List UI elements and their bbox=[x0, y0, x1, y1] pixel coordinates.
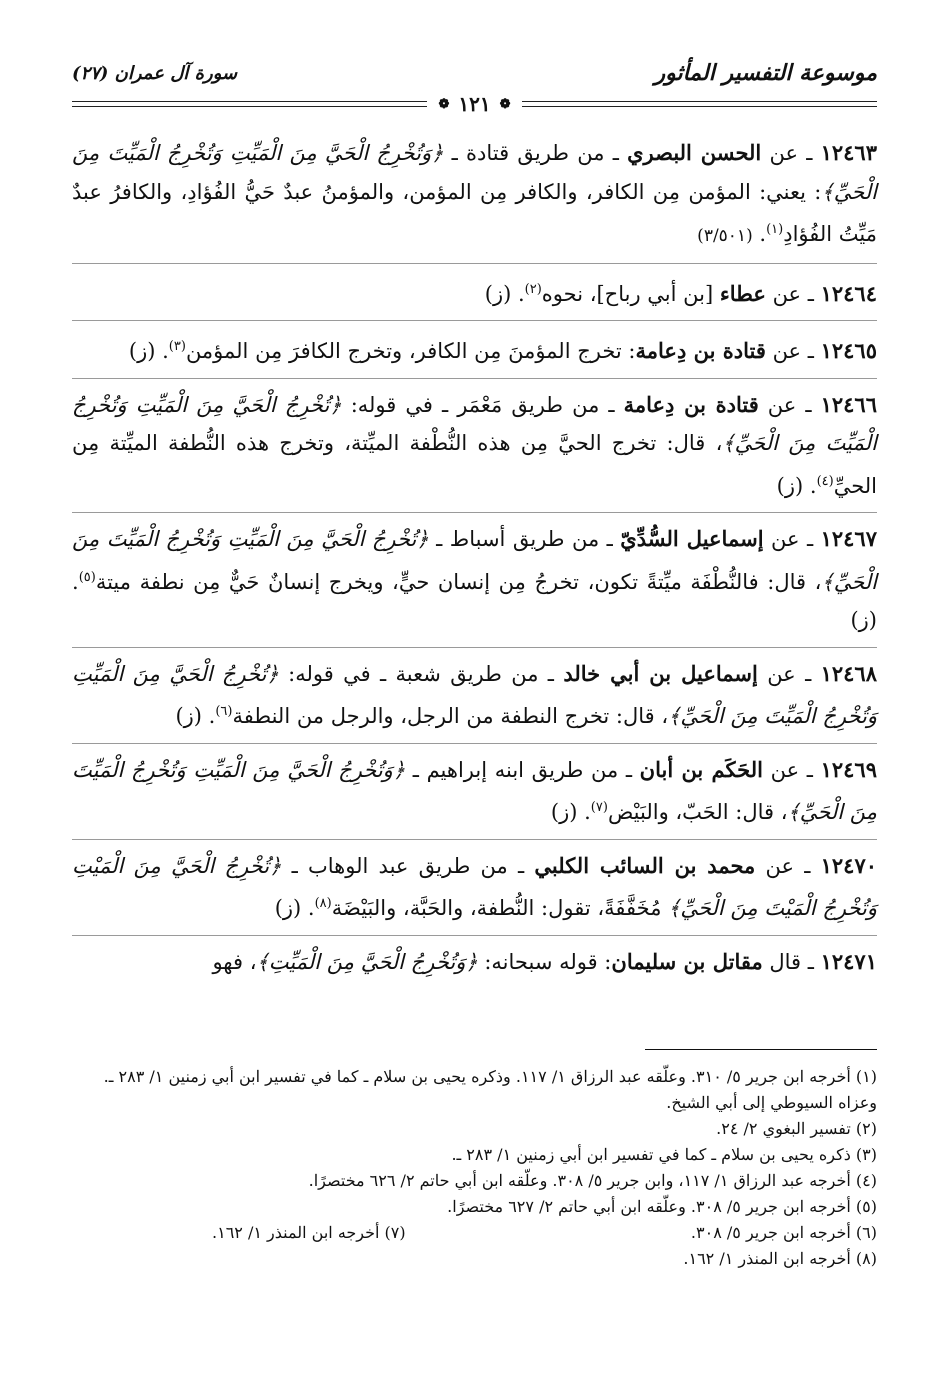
entry-number: ١٢٤٦٤ bbox=[820, 280, 877, 306]
narrator-name: إسماعيل بن أبي خالد bbox=[563, 660, 758, 686]
narrator-name: الحسن البصري bbox=[627, 140, 762, 165]
footnote: (٦) أخرجه ابن جرير ٥/ ٣٠٨. bbox=[690, 1223, 877, 1242]
quran-verse: ﴿وَتُخْرِجُ الْحَيَّ مِنَ الْمَيِّتِ﴾ bbox=[256, 949, 478, 974]
entry-text: . (ز) bbox=[128, 339, 169, 363]
entry-text: ـ عن bbox=[761, 141, 821, 165]
book-title: موسوعة التفسير المأثور bbox=[654, 60, 877, 86]
entry-text: ، قال: الحَبّ، والبَيْض bbox=[607, 800, 788, 824]
quran-verse: ﴿تُخْرِجُ الْحَيَّ مِنَ الْمَيِّتِ وَتُخْرِجُ الْمَيِّتَ مِنَ الْحَيِّ﴾ bbox=[72, 661, 877, 728]
entry-separator bbox=[72, 935, 877, 936]
entry-12463 bbox=[72, 134, 877, 256]
entry-12470 bbox=[72, 847, 877, 928]
entry-text: ـ عن bbox=[758, 392, 821, 417]
entry-text: ـ من طريق ابنه إبراهيم ـ bbox=[405, 757, 640, 782]
volume-reference: (٣/٥٠١) bbox=[697, 226, 753, 246]
entry-text: ـ من طريق مَعْمَر ـ في قوله: bbox=[341, 392, 624, 417]
quran-verse: ﴿تُخْرِجُ الْحَيَّ مِنَ الْمَيِّتِ وَتُخْرِجُ الْمَيِّتَ مِنَ الْحَيِّ﴾ bbox=[72, 527, 877, 594]
entry-12467 bbox=[72, 520, 877, 640]
entry-12469 bbox=[72, 751, 877, 832]
entry-text: ، قال: فالنُّطْفَة ميِّتةً تكون، تخرجُ مِن إنسان حيٍّ، ويخرج إنسانٌ حَيٌّ مِن نطفة ميتة bbox=[95, 569, 822, 594]
footnote: (٤) أخرجه عبد الرزاق ١/ ١١٧، وابن جرير ٥/ ٣٠٨. وعلّقه ابن أبي حاتم ٢/ ٦٢٦ مختصرًا. bbox=[308, 1171, 877, 1190]
entry-text: . (ز) bbox=[274, 896, 315, 920]
footnote-marker: (٧) bbox=[590, 800, 608, 815]
entry-number: ١٢٤٦٧ bbox=[820, 526, 877, 551]
footnote: (٣) ذكره يحيى بن سلام ـ كما في تفسير ابن أبي زمنين ١/ ٢٨٣ ـ. bbox=[451, 1145, 877, 1164]
footnote: (٥) أخرجه ابن جرير ٥/ ٣٠٨. وعلّقه ابن أبي حاتم ٢/ ٦٢٧ مختصرًا. bbox=[447, 1197, 877, 1216]
entry-separator bbox=[72, 839, 877, 840]
entry-text: ـ من طريق شعبة ـ في قوله: bbox=[278, 661, 564, 686]
entry-text: . (ز) bbox=[550, 800, 591, 824]
narrator-name: الحَكَم بن أبان bbox=[639, 756, 763, 782]
entry-text: . (ز) bbox=[484, 281, 525, 306]
main-text bbox=[72, 134, 877, 988]
entry-text: ، قال: تخرج النطفة من الرجل، والرجل من النطفة bbox=[232, 704, 669, 728]
entry-number: ١٢٤٦٩ bbox=[820, 756, 877, 782]
page-number-box bbox=[427, 92, 521, 116]
entry-12471 bbox=[72, 943, 877, 982]
footnote-marker: (٤) bbox=[816, 473, 834, 489]
footnote: (١) أخرجه ابن جرير ٥/ ٣١٠. وعلّقه عبد الرزاق ١/ ١١٧. وذكره يحيى بن سلام ـ كما في تفسير ابن أبي زمنين ١/ ٢٨٣ ـ. وعزاه السيوطي إلى أبي الشيخ. bbox=[103, 1067, 877, 1112]
footnote-marker: (٦) bbox=[215, 704, 233, 719]
footnote-marker: (٣) bbox=[168, 339, 186, 354]
entry-text: ـ عن bbox=[763, 527, 821, 551]
narrator-name: مقاتل بن سليمان bbox=[611, 948, 763, 974]
entry-text: . (ز) bbox=[175, 704, 216, 728]
entry-12466 bbox=[72, 386, 877, 506]
quran-verse: ﴿وَتُخْرِجُ الْحَيَّ مِنَ الْمَيِّتِ وَتُخْرِجُ الْمَيِّتَ مِنَ الْحَيِّ﴾ bbox=[72, 757, 877, 824]
entry-separator bbox=[72, 512, 877, 513]
entry-12468 bbox=[72, 655, 877, 736]
entry-12465 bbox=[72, 328, 877, 371]
ornament-icon: ❁ bbox=[438, 96, 450, 112]
quran-verse: ﴿وَتُخْرِجُ الْحَيَّ مِنَ الْمَيِّتِ وَتُخْرِجُ الْمَيِّتَ مِنَ الْحَيِّ﴾ bbox=[72, 141, 877, 204]
entry-text: : تخرج المؤمنَ مِن الكافر، وتخرج الكافرَ مِن المؤمن bbox=[185, 339, 636, 363]
narrator-name: إسماعيل السُّدِّيّ bbox=[620, 526, 764, 551]
header-rule-line bbox=[72, 101, 427, 107]
header-rule-line bbox=[522, 101, 877, 107]
entry-12464 bbox=[72, 271, 877, 314]
entry-text: . bbox=[752, 222, 767, 246]
entry-text: : قوله سبحانه: bbox=[477, 949, 612, 974]
entry-number: ١٢٤٦٦ bbox=[820, 391, 877, 417]
entry-text: [بن أبي رباح]، نحوه bbox=[541, 281, 720, 306]
page-number: ١٢١ bbox=[458, 92, 491, 116]
footnote-marker: (١) bbox=[766, 222, 784, 237]
header-rule bbox=[72, 92, 877, 116]
entry-number: ١٢٤٦٥ bbox=[820, 338, 877, 363]
footnote-rule bbox=[645, 1049, 877, 1050]
entry-number: ١٢٤٦٨ bbox=[820, 660, 877, 686]
entry-text: ـ قال bbox=[762, 949, 821, 974]
footnote-marker: (٥) bbox=[78, 569, 96, 585]
entry-text: ـ من طريق أسباط ـ bbox=[428, 527, 621, 551]
entry-separator bbox=[72, 743, 877, 744]
ornament-icon: ❁ bbox=[499, 96, 511, 112]
quran-verse: ﴿تُخْرِجُ الْحَيَّ مِنَ الْمَيْتِ وَتُخْرِجُ الْمَيْتَ مِنَ الْحَيِّ﴾ bbox=[72, 853, 877, 920]
entry-separator bbox=[72, 647, 877, 648]
footnote: (٧) أخرجه ابن المنذر ١/ ١٦٢. bbox=[212, 1223, 406, 1242]
footnote-marker: (٨) bbox=[314, 896, 332, 911]
entry-text: ـ عن bbox=[757, 661, 821, 686]
footnote: (٢) تفسير البغوي ٢/ ٢٤. bbox=[716, 1119, 877, 1138]
entry-text: : يعني: المؤمن مِن الكافر، والكافر مِن المؤمن، والمؤمنُ عبدٌ حَيُّ الفُؤادِ، والكافرُ عبدٌ مَيِّتُ الفُؤادِ bbox=[72, 179, 877, 246]
entry-separator bbox=[72, 320, 877, 321]
page-header bbox=[72, 58, 877, 88]
entry-text: ـ عن bbox=[755, 853, 821, 878]
surah-title: سورة آل عمران (٢٧) bbox=[72, 62, 238, 84]
entry-text: . (ز) bbox=[72, 569, 877, 632]
entry-text: ـ عن bbox=[765, 339, 821, 363]
entry-text: ـ عن bbox=[765, 281, 821, 306]
footnote: (٨) أخرجه ابن المنذر ١/ ١٦٢. bbox=[683, 1249, 877, 1268]
entry-number: ١٢٤٧٠ bbox=[820, 852, 878, 878]
footnotes bbox=[72, 1064, 877, 1272]
narrator-name: عطاء bbox=[719, 280, 766, 306]
narrator-name: محمد بن السائب الكلبي bbox=[534, 852, 756, 878]
entry-separator bbox=[72, 263, 877, 264]
entry-text: ـ من طريق عبد الوهاب ـ bbox=[281, 853, 535, 878]
footnote-marker: (٢) bbox=[524, 281, 542, 297]
quran-verse: ﴿تُخْرِجُ الْحَيَّ مِنَ الْمَيِّتِ وَتُخْرِجُ الْمَيِّتَ مِنَ الْحَيِّ﴾ bbox=[72, 392, 877, 455]
footnote-row bbox=[72, 1220, 877, 1246]
entry-text: ـ عن bbox=[762, 757, 821, 782]
entry-text: ، قال: تخرج الحيَّ مِن هذه النُّطْفة الميِّتة، وتخرج هذه النُّطفة الميِّتة مِن الحيِّ bbox=[72, 431, 877, 498]
entry-number: ١٢٤٦٣ bbox=[820, 140, 877, 165]
entry-text: . (ز) bbox=[776, 473, 817, 498]
narrator-name: قتادة بن دِعامة bbox=[623, 391, 759, 417]
entry-text: مُخَفَّفَةً، تقول: النُّطفة، والحَبَّة، والبَيْضَة bbox=[331, 896, 669, 920]
entry-text: ـ من طريق قتادة ـ bbox=[443, 141, 628, 165]
entry-number: ١٢٤٧١ bbox=[820, 948, 877, 974]
entry-separator bbox=[72, 378, 877, 379]
entry-text: ، فهو bbox=[212, 949, 257, 974]
narrator-name: قتادة بن دِعامة bbox=[635, 338, 766, 363]
